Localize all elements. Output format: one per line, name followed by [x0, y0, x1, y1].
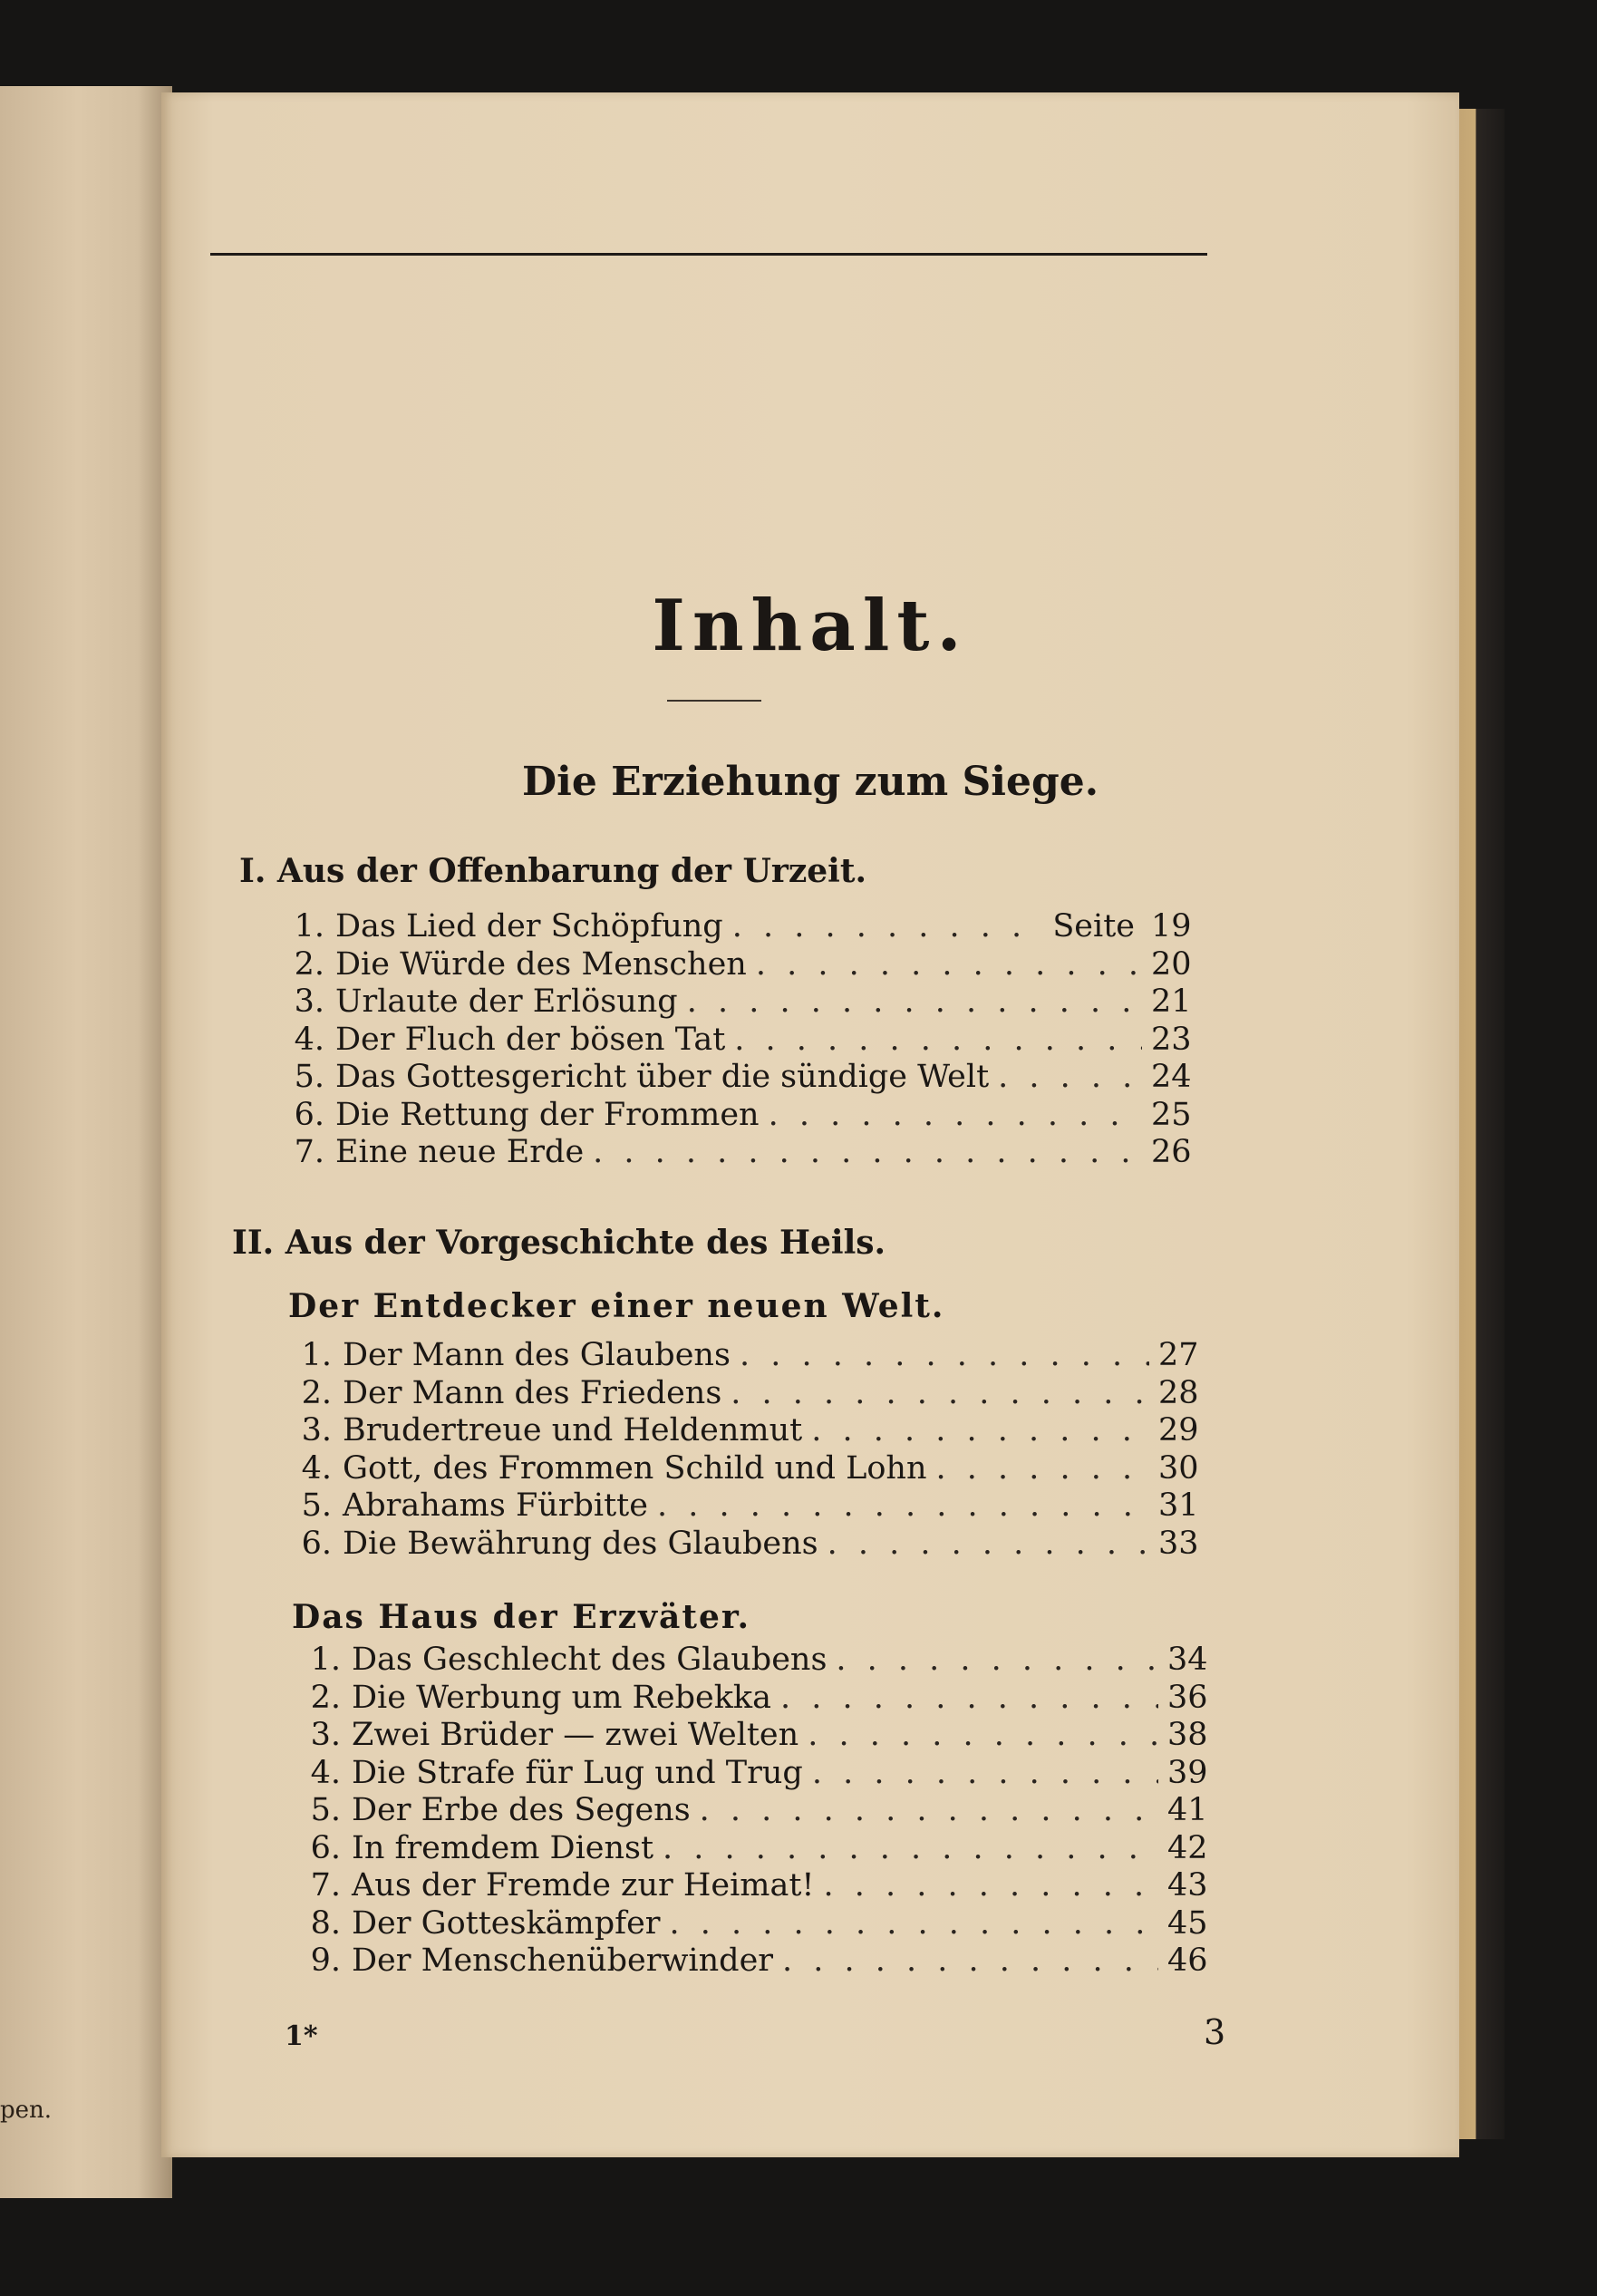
entry-page: 29	[1158, 1412, 1199, 1448]
entry-number: 9.	[310, 1942, 341, 1979]
dot-leader	[812, 1755, 1158, 1793]
entry-page: 20	[1151, 945, 1192, 983]
page-number: 3	[1204, 2012, 1226, 2052]
entry-page: 39	[1167, 1754, 1208, 1791]
dot-leader	[657, 1487, 1149, 1526]
entry-number: 1.	[310, 1642, 341, 1678]
toc-entry[interactable]	[292, 1450, 1198, 1488]
toc-entry[interactable]	[292, 1487, 1198, 1526]
entry-title: Die Werbung um Rebekka	[352, 1679, 771, 1716]
toc-entry[interactable]	[301, 1717, 1207, 1755]
entry-title: Der Mann des Glaubens	[343, 1337, 731, 1373]
entry-page: 27	[1158, 1337, 1199, 1373]
dot-leader	[740, 1337, 1149, 1375]
toc-entry[interactable]	[285, 983, 1191, 1022]
entry-page: 42	[1167, 1829, 1208, 1866]
dot-leader	[782, 1942, 1158, 1981]
entry-number: 6.	[301, 1525, 332, 1562]
entry-title: Das Gottesgericht über die sündige Welt	[335, 1059, 990, 1095]
entry-page: 28	[1158, 1374, 1199, 1411]
toc-entry[interactable]	[301, 1680, 1207, 1718]
toc-entry[interactable]	[285, 1134, 1191, 1172]
entry-title: Der Menschenüberwinder	[352, 1942, 774, 1979]
entry-page: 31	[1158, 1487, 1199, 1524]
entry-number: 7.	[294, 1134, 324, 1170]
entry-title: Die Strafe für Lug und Trug	[352, 1754, 803, 1791]
dot-leader	[732, 908, 1044, 946]
entry-title: Die Würde des Menschen	[335, 945, 747, 983]
entry-number: 3.	[294, 983, 324, 1020]
entry-title: Das Geschlecht des Glaubens	[352, 1642, 828, 1678]
toc-entry[interactable]	[292, 1412, 1198, 1450]
toc-entry[interactable]	[285, 1059, 1191, 1097]
toc-entry[interactable]	[292, 1526, 1198, 1564]
dot-leader	[731, 1375, 1149, 1413]
dot-leader	[663, 1830, 1158, 1868]
toc-list-section-1	[285, 908, 1191, 1172]
entry-number: 6.	[310, 1829, 341, 1866]
entry-title: Aus der Fremde zur Heimat!	[352, 1867, 815, 1904]
entry-title: Das Lied der Schöpfung	[335, 908, 723, 945]
entry-number: 7.	[310, 1867, 341, 1904]
entry-page: 19	[1151, 908, 1192, 945]
toc-entry[interactable]	[301, 1792, 1207, 1830]
entry-number: 5.	[294, 1059, 324, 1095]
dot-leader	[756, 946, 1142, 984]
dot-leader	[811, 1412, 1149, 1450]
entry-number: 1.	[294, 908, 324, 945]
entry-number: 2.	[310, 1679, 341, 1716]
dot-leader	[998, 1059, 1142, 1097]
toc-entry[interactable]	[285, 1097, 1191, 1135]
entry-page: 26	[1151, 1134, 1192, 1170]
entry-page: 25	[1151, 1096, 1192, 1133]
left-page-edge	[0, 86, 172, 2198]
entry-page: 24	[1151, 1059, 1192, 1095]
toc-entry[interactable]	[292, 1375, 1198, 1413]
entry-title: Abrahams Fürbitte	[343, 1487, 648, 1524]
toc-list-group-1	[292, 1337, 1198, 1563]
section-heading-2: II. Aus der Vorgeschichte des Heils.	[232, 1224, 886, 1262]
entry-title: Die Rettung der Frommen	[335, 1096, 760, 1133]
dot-leader	[670, 1905, 1158, 1943]
entry-title: Urlaute der Erlösung	[335, 983, 678, 1020]
entry-page: 45	[1167, 1904, 1208, 1942]
title-divider	[667, 700, 761, 702]
dot-leader	[780, 1680, 1158, 1718]
entry-number: 2.	[301, 1374, 332, 1411]
group-heading-2: Das Haus der Erzväter.	[292, 1598, 751, 1636]
entry-number: 6.	[294, 1096, 324, 1133]
entry-page: 36	[1167, 1679, 1208, 1716]
page-title: Inhalt.	[652, 585, 969, 667]
entry-title: Der Mann des Friedens	[343, 1374, 722, 1411]
entry-number: 3.	[310, 1717, 341, 1753]
entry-title: Die Bewährung des Glaubens	[343, 1525, 818, 1562]
entry-number: 2.	[294, 945, 324, 983]
toc-entry[interactable]	[292, 1337, 1198, 1375]
entry-page: 30	[1158, 1449, 1199, 1487]
printer-signature-mark: 1*	[285, 2020, 318, 2052]
entry-page: 33	[1158, 1525, 1199, 1562]
entry-title: Zwei Brüder — zwei Welten	[352, 1717, 799, 1753]
page-subtitle: Die Erziehung zum Siege.	[521, 759, 1099, 805]
dot-leader	[700, 1792, 1158, 1830]
entry-title: Brudertreue und Heldenmut	[343, 1412, 803, 1448]
entry-page: 21	[1151, 983, 1192, 1020]
book-page	[161, 92, 1459, 2157]
entry-page: 34	[1167, 1642, 1208, 1678]
toc-entry[interactable]	[285, 908, 1191, 946]
entry-page: 43	[1167, 1867, 1208, 1904]
entry-number: 8.	[310, 1904, 341, 1942]
entry-page: 46	[1167, 1942, 1208, 1979]
top-rule	[210, 253, 1207, 256]
dot-leader	[593, 1134, 1142, 1172]
entry-title: Der Erbe des Segens	[352, 1792, 691, 1828]
toc-entry[interactable]	[301, 1942, 1207, 1981]
entry-page: 41	[1167, 1792, 1208, 1828]
entry-number: 5.	[301, 1487, 332, 1524]
toc-entry[interactable]	[301, 1755, 1207, 1793]
entry-title: Gott, des Frommen Schild und Lohn	[343, 1449, 927, 1487]
entry-seite-label: Seite	[1052, 908, 1135, 945]
entry-number: 1.	[301, 1337, 332, 1373]
group-heading-1: Der Entdecker einer neuen Welt.	[288, 1287, 945, 1325]
entry-number: 4.	[301, 1449, 332, 1487]
toc-entry[interactable]	[301, 1867, 1207, 1905]
entry-title: Eine neue Erde	[335, 1134, 585, 1170]
dot-leader	[687, 983, 1142, 1022]
entry-title: Der Fluch der bösen Tat	[335, 1021, 726, 1058]
entry-number: 3.	[301, 1412, 332, 1448]
dot-leader	[936, 1450, 1149, 1488]
dot-leader	[808, 1717, 1158, 1755]
toc-entry[interactable]	[301, 1905, 1207, 1943]
entry-number: 5.	[310, 1792, 341, 1828]
toc-entry[interactable]	[285, 1022, 1191, 1060]
section-heading-1: I. Aus der Offenbarung der Urzeit.	[239, 852, 867, 890]
dot-leader	[734, 1022, 1142, 1060]
toc-entry[interactable]	[301, 1642, 1207, 1680]
entry-title: Der Gotteskämpfer	[352, 1904, 661, 1942]
dot-leader	[824, 1867, 1159, 1905]
dot-leader	[828, 1526, 1149, 1564]
toc-entry[interactable]	[285, 946, 1191, 984]
entry-number: 4.	[294, 1021, 324, 1058]
entry-number: 4.	[310, 1754, 341, 1791]
entry-title: In fremdem Dienst	[352, 1829, 654, 1866]
dot-leader	[769, 1097, 1142, 1135]
entry-page: 38	[1167, 1717, 1208, 1753]
toc-list-group-2	[301, 1642, 1207, 1981]
previous-page-fragment: pen.	[0, 2097, 53, 2124]
dot-leader	[836, 1642, 1158, 1680]
toc-entry[interactable]	[301, 1830, 1207, 1868]
entry-page: 23	[1151, 1021, 1192, 1058]
